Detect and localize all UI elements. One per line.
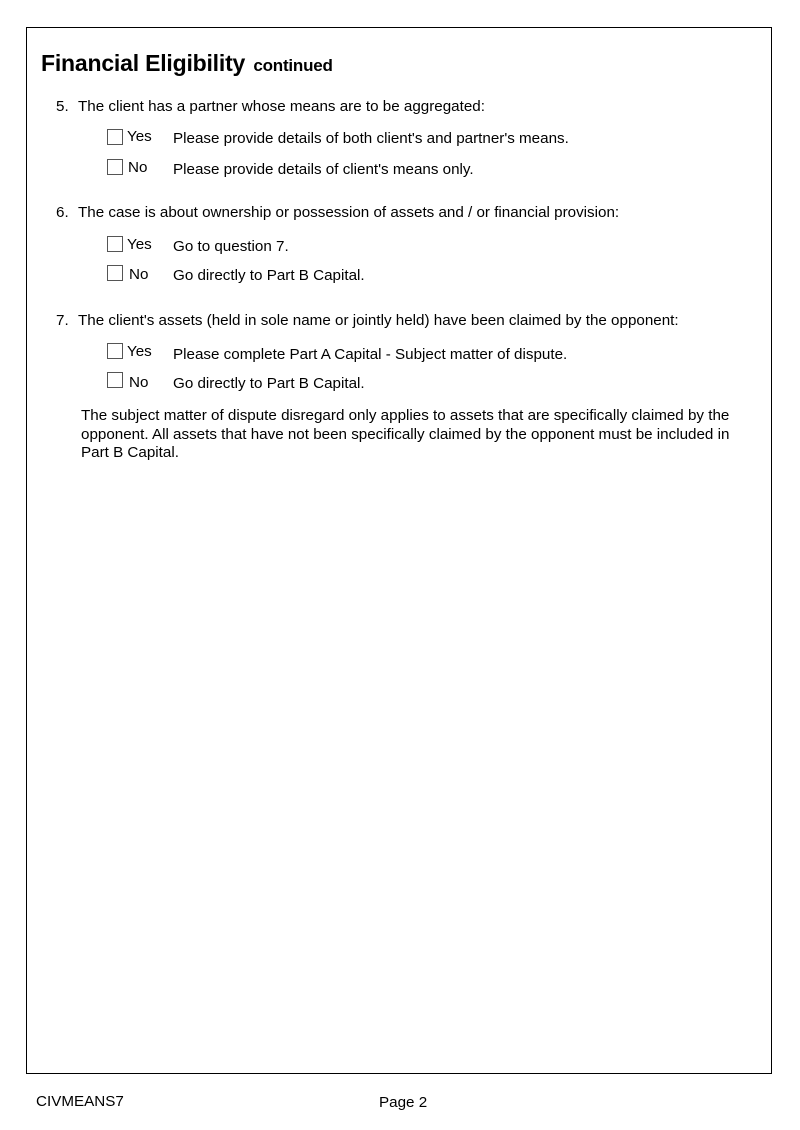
question-5-no-description: Please provide details of client's means only.	[173, 161, 474, 178]
question-5-yes-description: Please provide details of both client's and partner's means.	[173, 130, 569, 147]
question-6-yes-label: Yes	[127, 236, 152, 253]
disregard-note: The subject matter of dispute disregard only applies to assets that are specifically claimed by the opponent. All assets that have not been specifically claimed by the opponent must be included in Part B Capital.	[81, 407, 730, 461]
question-6	[56, 204, 619, 221]
form-border	[26, 27, 772, 1074]
page-number: Page 2	[379, 1094, 428, 1111]
question-5-no-label: No	[128, 159, 148, 176]
question-6-no-label: No	[129, 266, 149, 283]
question-5-number: 5.	[56, 98, 69, 115]
question-7-no-checkbox[interactable]	[107, 372, 123, 388]
question-7-yes-description: Please complete Part A Capital - Subject matter of dispute.	[173, 346, 568, 363]
question-5-yes-label: Yes	[127, 128, 152, 145]
question-7-no-label: No	[129, 374, 149, 391]
title-suffix: continued	[253, 56, 333, 75]
question-7	[56, 312, 679, 329]
question-7-yes-label: Yes	[127, 343, 152, 360]
question-5-no-checkbox[interactable]	[107, 159, 123, 175]
question-6-text: The case is about ownership or possession of assets and / or financial provision:	[78, 204, 620, 221]
question-7-number: 7.	[56, 312, 69, 329]
question-6-no-checkbox[interactable]	[107, 265, 123, 281]
question-7-no-description: Go directly to Part B Capital.	[173, 375, 365, 392]
question-6-no-description: Go directly to Part B Capital.	[173, 267, 365, 284]
form-code: CIVMEANS7	[36, 1093, 124, 1110]
question-6-number: 6.	[56, 204, 69, 221]
question-6-yes-description: Go to question 7.	[173, 238, 289, 255]
question-5-text: The client has a partner whose means are to be aggregated:	[78, 98, 485, 115]
question-5	[56, 98, 485, 115]
question-7-yes-checkbox[interactable]	[107, 343, 123, 359]
title-main: Financial Eligibility	[41, 50, 246, 76]
page-title	[41, 50, 333, 77]
question-6-yes-checkbox[interactable]	[107, 236, 123, 252]
question-5-yes-checkbox[interactable]	[107, 129, 123, 145]
question-7-text: The client's assets (held in sole name or jointly held) have been claimed by the opponent:	[78, 312, 679, 329]
